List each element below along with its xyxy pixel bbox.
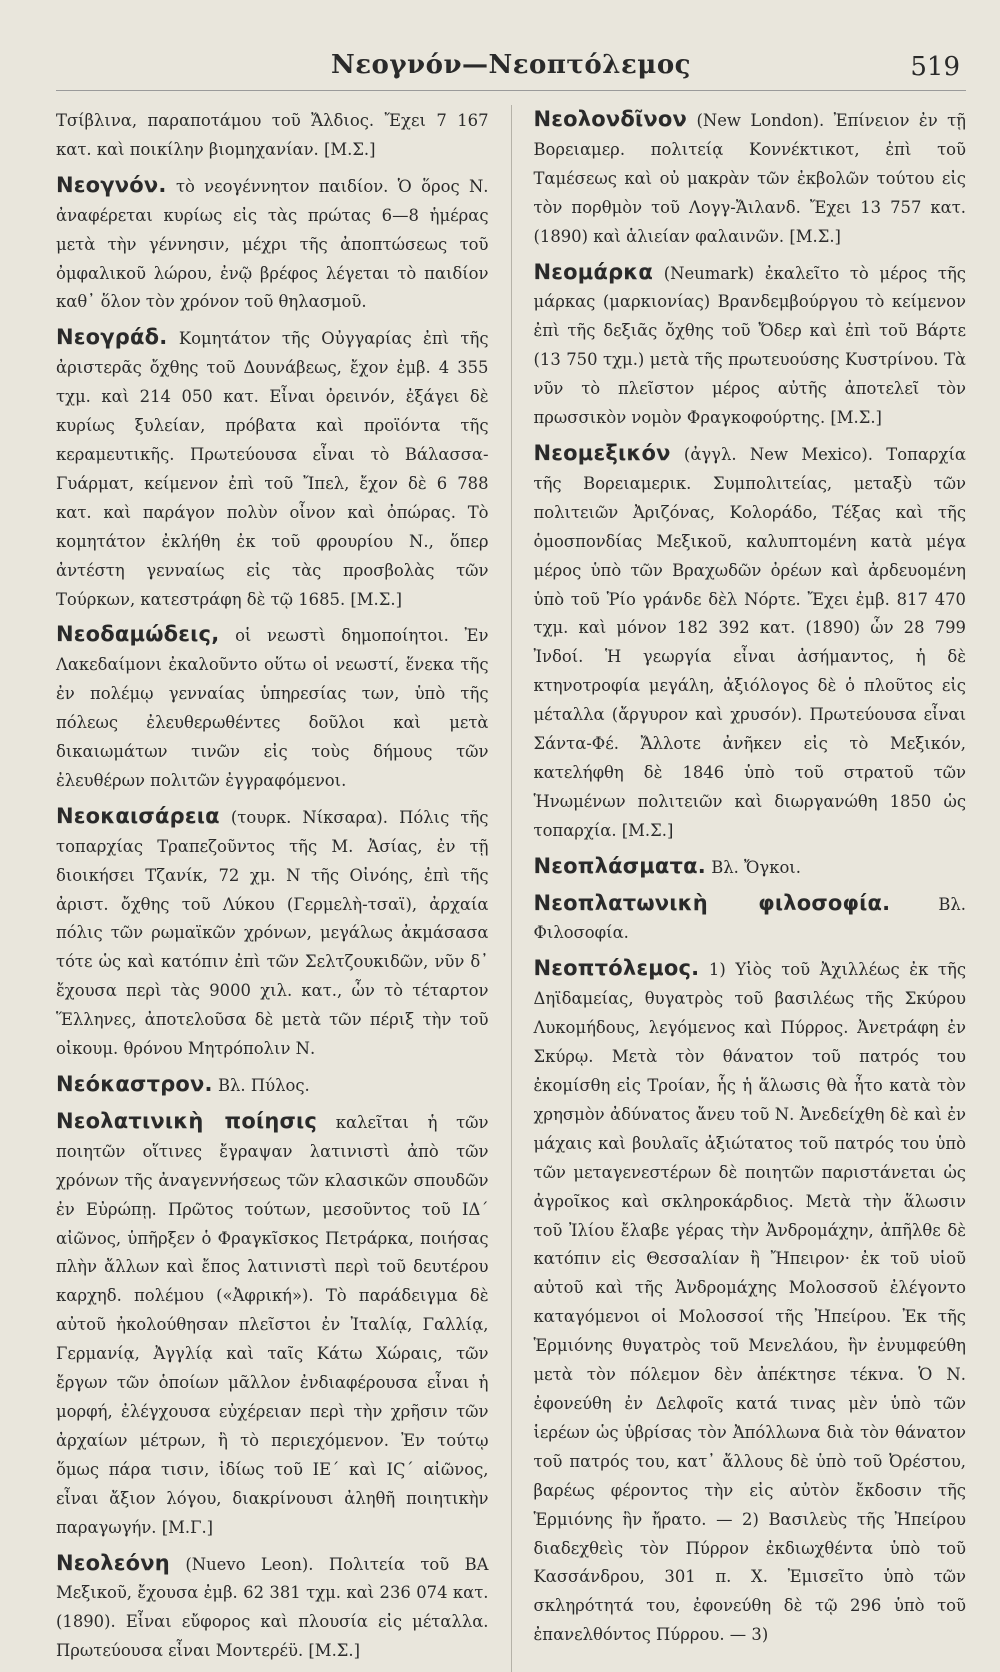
running-header: [56, 42, 966, 91]
page-number: 519: [910, 52, 960, 82]
dictionary-entry: [56, 1549, 489, 1667]
entry-text: Κομητάτον τῆς Οὐγγαρίας ἐπὶ τῆς ἀριστερᾶς ὄχθης τοῦ Δουνάβεως, ἔχον ἐμβ. 4 355 τχμ. καὶ 214 050 κατ. Εἶναι ὀρεινόν, ἐξάγει δὲ κυρίως ξυλείαν, πρόβατα καὶ προϊόντα τῆς κεραμευτικῆς. Πρωτεύουσα εἶναι τὸ Βάλασσα-Γυάρματ, κείμενον ἐπὶ τοῦ Ἴπελ, ἔχον δὲ 6 788 κατ. καὶ παράγον πολὺν οἶνον καὶ ὀπώρας. Τὸ κομητάτον ἐκλήθη ἐκ τοῦ φρουρίου Ν., ὅπερ ἀντέστη γενναίως εἰς τὰς προσβολὰς τῶν Τούρκων, κατεστράφη δὲ τῷ 1685. [Μ.Σ.]: [56, 329, 489, 609]
dictionary-entry: [56, 105, 489, 165]
entry-headword: Νεογράδ.: [56, 325, 168, 350]
dictionary-entry: [534, 439, 967, 846]
entry-headword: Νεοκαισάρεια: [56, 803, 220, 828]
entry-headword: Νεολατινικὴ ποίησις: [56, 1108, 318, 1133]
dictionary-entry: [534, 954, 967, 1650]
dictionary-entry: [56, 1107, 489, 1543]
entry-headword: Νεογνόν.: [56, 172, 167, 197]
entry-text: (Nuevo Leon). Πολιτεία τοῦ ΒΑ Μεξικοῦ, ἔχουσα ἐμβ. 62 381 τχμ. καὶ 236 074 κατ. (1890). Εἶναι εὔφορος καὶ πλουσία εἰς μέταλλα. Πρωτεύουσα εἶναι Μοντερέϋ. [Μ.Σ.]: [56, 1554, 489, 1661]
entry-text: (Neumark) ἐκαλεῖτο τὸ μέρος τῆς μάρκας (μαρκιονίας) Βρανδεμβούργου τὸ κείμενον ἐπὶ τῆς δεξιᾶς ὄχθης τοῦ Ὄδερ καὶ ἐπὶ τοῦ Βάρτε (13 750 τχμ.) μετὰ τῆς πρωτευούσης Κυστρίνου. Τὰ νῦν τὸ πλεῖστον μέρος αὐτῆς ἀποτελεῖ τὸν πρωσσικὸν νομὸν Φραγκοφούρτης. [Μ.Σ.]: [533, 263, 966, 428]
entry-headword: Νεολεόνη: [56, 1550, 170, 1575]
entry-headword: Νεόκαστρον.: [56, 1072, 213, 1096]
text-columns: [56, 105, 966, 1672]
entry-headword: Νεομάρκα: [533, 259, 654, 284]
dictionary-entry: [534, 258, 967, 433]
entry-text: (τουρκ. Νίκσαρα). Πόλις τῆς τοπαρχίας Τραπεζοῦντος τῆς Μ. Ἀσίας, ἐν τῇ διοικήσει Τζανίκ, 72 χμ. Ν τῆς Οἰνόης, ἐπὶ τῆς ἀριστ. ὄχθης τοῦ Λύκου (Γερμελὴ-τσαϊ), ἀρχαία πόλις τῶν ρωμαϊκῶν χρόνων, μεγάλως ἀκμάσασα τότε ὡς καὶ κατόπιν ἐπὶ τῶν Σελτζουκιδῶν, νῦν δ᾽ ἔχουσα περὶ τὰς 9000 χιλ. κατ., ὧν τὸ τέταρτον Ἕλληνες, ἀποτελοῦσα δὲ μετὰ τῶν πέριξ τὴν τοῦ οἰκουμ. θρόνου Μητρόπολιν Ν.: [56, 807, 489, 1059]
dictionary-entry: [56, 171, 489, 318]
entry-text: Τσίβλινα, παραποτάμου τοῦ Ἄλδιος. Ἔχει 7 167 κατ. καὶ ποικίλην βιομηχανίαν. [Μ.Σ.]: [56, 111, 489, 159]
dictionary-entry: [534, 889, 967, 949]
entry-headword: Νεοπλατωνικὴ φιλοσοφία.: [533, 890, 891, 915]
entry-text: Βλ. Πύλος.: [217, 1076, 310, 1095]
dictionary-entry: [56, 323, 489, 614]
entry-text: οἱ νεωστὶ δημοποίητοι. Ἐν Λακεδαίμονι ἐκαλοῦντο οὕτω οἱ νεωστί, ἕνεκα τῆς ἐν πολέμῳ γενναίας ὑπηρεσίας των, ὑπὸ τῆς πόλεως ἐλευθερωθέντες δοῦλοι καὶ μετὰ δικαιωμάτων τινῶν εἰς τοὺς δήμους τῶν ἐλευθέρων πολιτῶν ἐγγραφόμενοι.: [56, 626, 489, 790]
right-column: [534, 105, 967, 1672]
dictionary-entry: [534, 105, 967, 252]
entry-text: Βλ. Φιλοσοφία.: [533, 894, 966, 943]
entry-headword: Νεολονδῖνον: [533, 107, 688, 131]
dictionary-entry: [56, 620, 489, 795]
entry-text: Βλ. Ὄγκοι.: [711, 857, 801, 877]
entry-text: (New London). Ἐπίνειον ἐν τῇ Βορειαμερ. πολιτείᾳ Κοννέκτικοτ, ἐπὶ τοῦ Ταμέσεως καὶ οὐ μακρὰν τῶν ἐκβολῶν τούτου εἰς τὸν πορθμὸν τοῦ Λογγ-Ἄιλανδ. Ἔχει 13 757 κατ. (1890) καὶ ἁλιείαν φαλαινῶν. [Μ.Σ.]: [533, 111, 966, 246]
dictionary-entry: [56, 802, 489, 1064]
entry-text: 1) Υἱὸς τοῦ Ἀχιλλέως ἐκ τῆς Δηϊδαμείας, θυγατρὸς τοῦ βασιλέως τῆς Σκύρου Λυκομήδους, λεγόμενος καὶ Πύρρος. Ἀνετράφη ἐν Σκύρῳ. Μετὰ τὸν θάνατον τοῦ πατρός του ἐκομίσθη εἰς Τροίαν, ἧς ἡ ἅλωσις θὰ ἦτο κατὰ τὸν χρησμὸν ἀδύνατος ἄνευ τοῦ Ν. Ἀνεδείχθη δὲ καὶ ἐν μάχαις καὶ βουλαῖς ἀξιώτατος τοῦ πατρός του ὑπὸ τῶν μεταγενεστέρων δὲ ποιητῶν παριστάνεται ὡς ἀγροῖκος καὶ σκληροκάρδιος. Μετὰ τὴν ἅλωσιν τοῦ Ἰλίου ἔλαβε γέρας τὴν Ἀνδρομάχην, ἀπῆλθε δὲ κατόπιν εἰς Θεσσαλίαν ἢ Ἤπειρον· ἐκ τοῦ υἱοῦ αὐτοῦ καὶ τῆς Ἀνδρομάχης Μολοσσοῦ ἐλέγοντο καταγόμενοι οἱ Μολοσσοί τῆς Ἠπείρου. Ἐκ τῆς Ἑρμιόνης θυγατρὸς τοῦ Μενελάου, ἣν ἐνυμφεύθη μετὰ τὸν πόλεμον δὲν ἀπέκτησε τέκνα. Ὁ Ν. ἐφονεύθη ἐν Δελφοῖς κατά τινας μὲν ὑπὸ τῶν ἱερέων ὡς ὑβρίσας τὸν Ἀπόλλωνα διὰ τὸν θάνατον τοῦ πατρός του, κατ᾽ ἄλλους δὲ ὑπὸ τοῦ Ὀρέστου, βαρέως φέροντος τὴν εἰς αὐτὸν ἔκδοσιν τῆς Ἑρμιόνης ἣν ἤρατο. — 2) Βασιλεὺς τῆς Ἠπείρου διαδεχθεὶς τὸν Πύρρον ἐκδιωχθέντα ὑπὸ τοῦ Κασσάνδρου, 301 π. Χ. Ἐμισεῖτο ὑπὸ τῶν σκληρότητά του, ἐφονεύθη δὲ τῷ 296 ὑπὸ τοῦ ἐπανελθόντος Πύρρου. — 3): [533, 960, 966, 1645]
left-column: [56, 105, 489, 1672]
entry-headword: Νεομεξικόν: [533, 440, 671, 465]
entry-headword: Νεοπλάσματα.: [533, 853, 706, 878]
dictionary-entry: [56, 1070, 489, 1101]
entry-text: καλεῖται ἡ τῶν ποιητῶν οἵτινες ἔγραψαν λατινιστὶ ἀπὸ τῶν χρόνων τῆς ἀναγεννήσεως τῶν κλασικῶν σπουδῶν ἐν Εὐρώπῃ. Πρῶτος τούτων, μεσοῦντος τοῦ ΙΔ´ αἰῶνος, ὑπῆρξεν ὁ Φραγκῖσκος Πετράρκα, ποιήσας πλὴν ἄλλων καὶ ἔπος λατινιστὶ περὶ τοῦ δευτέρου καρχηδ. πολέμου («Ἀφρική»). Τὸ παράδειγμα δὲ αὐτοῦ ἠκολούθησαν πλεῖστοι ἐν Ἰταλίᾳ, Γαλλίᾳ, Γερμανίᾳ, Ἀγγλίᾳ καὶ ταῖς Κάτω Χώραις, τῶν ἔργων τῶν ὁποίων μᾶλλον ἐνδιαφέρουσα εἶναι ἡ μορφή, ἐλέγχουσα εὐχέρειαν περὶ τὴν χρῆσιν τῶν ἀρχαίων μέτρων, ἢ τὸ περιεχόμενον. Ἐν τούτῳ ὅμως πάρα τισιν, ἰδίως τοῦ ΙΕ´ καὶ ΙϚ´ αἰῶνος, εἶναι ἄξιον λόγου, διακρίνουσι ἀληθῆ ποιητικὴν παραγωγήν. [Μ.Γ.]: [56, 1112, 489, 1537]
entry-headword: Νεοδαμώδεις,: [56, 622, 220, 647]
entry-text: τὸ νεογέννητον παιδίον. Ὁ ὅρος Ν. ἀναφέρεται κυρίως εἰς τὰς πρώτας 6—8 ἡμέρας μετὰ τὴν γέννησιν, μέχρι τῆς ἀποπτώσεως τοῦ ὀμφαλικοῦ λώρου, ἐνῷ βρέφος λέγεται τὸ παιδίον καθ᾽ ὅλον τὸν χρόνον τοῦ θηλασμοῦ.: [56, 176, 489, 312]
entry-headword: Νεοπτόλεμος.: [533, 956, 700, 981]
dictionary-entry: [534, 852, 967, 883]
column-divider: [511, 105, 512, 1672]
entry-text: (ἀγγλ. New Mexico). Τοπαρχία τῆς Βορειαμερικ. Συμπολιτείας, μεταξὺ τῶν πολιτειῶν Ἀριζόνας, Κολοράδο, Τέξας καὶ τῆς ὁμοσπονδίας Μεξικοῦ, καλυπτομένη κατὰ μέγα μέρος ὑπὸ τῶν Βραχωδῶν ὀρέων καὶ ἀρδευομένη ὑπὸ τοῦ Ῥίο γράνδε δὲλ Νόρτε. Ἔχει ἐμβ. 817 470 τχμ. καὶ μόνον 182 392 κατ. (1890) ὧν 28 799 Ἰνδοί. Ἡ γεωργία εἶναι ἀσήμαντος, ἡ δὲ κτηνοτροφία μεγάλη, ἀξιόλογος δὲ ὁ πλοῦτος εἰς μέταλλα (ἄργυρον καὶ χρυσόν). Πρωτεύουσα εἶναι Σάντα-Φέ. Ἄλλοτε ἀνῆκεν εἰς τὸ Μεξικόν, κατελήφθη δὲ 1846 ὑπὸ τοῦ στρατοῦ τῶν Ἡνωμένων πολιτειῶν καὶ διωργανώθη 1850 ὡς τοπαρχία. [Μ.Σ.]: [533, 444, 966, 840]
running-title: Νεογνόν—Νεοπτόλεμος: [330, 50, 692, 80]
